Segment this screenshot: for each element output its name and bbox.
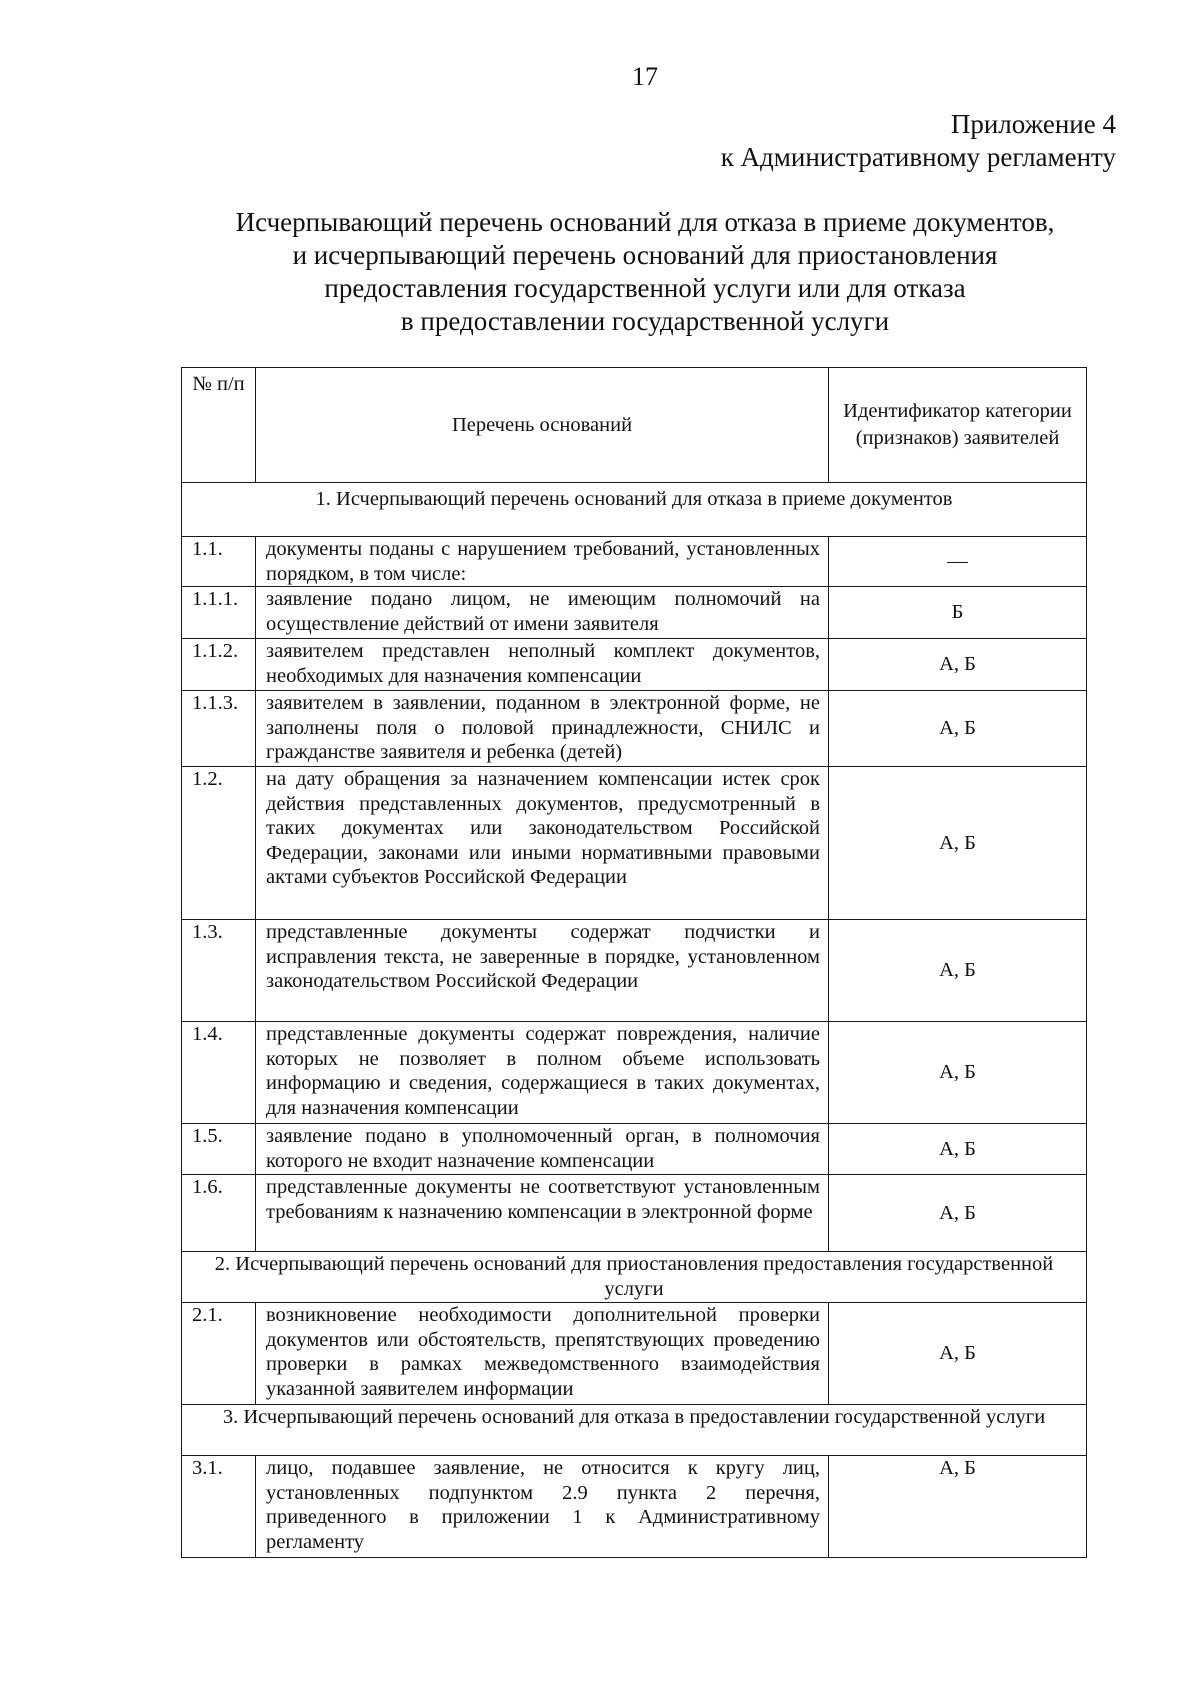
- row-category: А, Б: [829, 1303, 1087, 1405]
- grounds-table: [181, 367, 1087, 1558]
- table-row: [182, 1022, 1087, 1124]
- row-grounds-text: документы поданы с нарушением требований, установленных порядком, в том числе:: [256, 537, 829, 587]
- header-number: № п/п: [182, 368, 256, 483]
- section-heading-row: [182, 1405, 1087, 1456]
- row-category: А, Б: [829, 1175, 1087, 1252]
- table-row: [182, 1175, 1087, 1252]
- table-row: [182, 1303, 1087, 1405]
- row-grounds-text: на дату обращения за назначением компенсации истек срок действия представленных документов, предусмотренный в таких документах или законодательством Российской Федерации, законами или иными нормативными правовыми актами субъектов Российской Федерации: [256, 767, 829, 920]
- row-number: 1.1.1.: [182, 587, 256, 639]
- table-row: [182, 691, 1087, 767]
- row-number: 1.4.: [182, 1022, 256, 1124]
- document-title: [150, 206, 1140, 338]
- row-category: —: [829, 537, 1087, 587]
- section-1-title: 1. Исчерпывающий перечень оснований для отказа в приеме документов: [182, 483, 1087, 537]
- row-grounds-text: представленные документы не соответствуют установленным требованиям к назначению компенсации в электронной форме: [256, 1175, 829, 1252]
- appendix-line-1: Приложение 4: [950, 109, 1116, 139]
- row-category: А, Б: [829, 920, 1087, 1022]
- section-heading-row: [182, 483, 1087, 537]
- header-grounds: Перечень оснований: [256, 368, 829, 483]
- row-category: А, Б: [829, 1456, 1087, 1558]
- row-category: А, Б: [829, 767, 1087, 920]
- page-number: 17: [632, 62, 658, 91]
- table-row: [182, 639, 1087, 691]
- row-grounds-text: заявителем в заявлении, поданном в электронной форме, не заполнены поля о половой принадлежности, СНИЛС и гражданстве заявителя и ребенка (детей): [256, 691, 829, 767]
- title-line-3: предоставления государственной услуги или для отказа: [324, 273, 966, 303]
- row-grounds-text: представленные документы содержат подчистки и исправления текста, не заверенные в порядке, установленном законодательством Российской Федерации: [256, 920, 829, 1022]
- row-category: А, Б: [829, 1124, 1087, 1175]
- row-number: 1.1.3.: [182, 691, 256, 767]
- row-grounds-text: заявление подано в уполномоченный орган, в полномочия которого не входит назначение компенсации: [256, 1124, 829, 1175]
- row-category: А, Б: [829, 639, 1087, 691]
- table-row: [182, 767, 1087, 920]
- row-grounds-text: представленные документы содержат повреждения, наличие которых не позволяет в полном объеме использовать информацию и сведения, содержащиеся в таких документах, для назначения компенсации: [256, 1022, 829, 1124]
- row-category: А, Б: [829, 691, 1087, 767]
- title-line-2: и исчерпывающий перечень оснований для приостановления: [292, 240, 998, 270]
- table-row: [182, 587, 1087, 639]
- header-category: Идентификатор категории (признаков) заявителей: [829, 368, 1087, 483]
- row-number: 1.2.: [182, 767, 256, 920]
- row-grounds-text: заявление подано лицом, не имеющим полномочий на осуществление действий от имени заявителя: [256, 587, 829, 639]
- title-line-4: в предоставлении государственной услуги: [400, 306, 890, 336]
- section-3-title: 3. Исчерпывающий перечень оснований для отказа в предоставлении государственной услуги: [182, 1405, 1087, 1456]
- title-line-1: Исчерпывающий перечень оснований для отказа в приеме документов,: [235, 207, 1055, 237]
- row-number: 1.5.: [182, 1124, 256, 1175]
- table-row: [182, 537, 1087, 587]
- row-number: 1.1.: [182, 537, 256, 587]
- row-grounds-text: лицо, подавшее заявление, не относится к кругу лиц, установленных подпунктом 2.9 пункта 2 перечня, приведенного в приложении 1 к Административному регламенту: [256, 1456, 829, 1558]
- row-category: Б: [829, 587, 1087, 639]
- row-number: 3.1.: [182, 1456, 256, 1558]
- appendix-reference: [721, 108, 1116, 174]
- table-row: [182, 920, 1087, 1022]
- row-number: 1.6.: [182, 1175, 256, 1252]
- row-category: А, Б: [829, 1022, 1087, 1124]
- section-2-title: 2. Исчерпывающий перечень оснований для приостановления предоставления государственной услуги: [182, 1252, 1087, 1303]
- table-row: [182, 1124, 1087, 1175]
- row-number: 2.1.: [182, 1303, 256, 1405]
- row-grounds-text: заявителем представлен неполный комплект документов, необходимых для назначения компенсации: [256, 639, 829, 691]
- appendix-line-2: к Административному регламенту: [720, 142, 1116, 172]
- row-number: 1.3.: [182, 920, 256, 1022]
- table-header-row: [182, 368, 1087, 483]
- table-row: [182, 1456, 1087, 1558]
- row-number: 1.1.2.: [182, 639, 256, 691]
- row-grounds-text: возникновение необходимости дополнительной проверки документов или обстоятельств, препятствующих проведению проверки в рамках межведомственного взаимодействия указанной заявителем информации: [256, 1303, 829, 1405]
- section-heading-row: [182, 1252, 1087, 1303]
